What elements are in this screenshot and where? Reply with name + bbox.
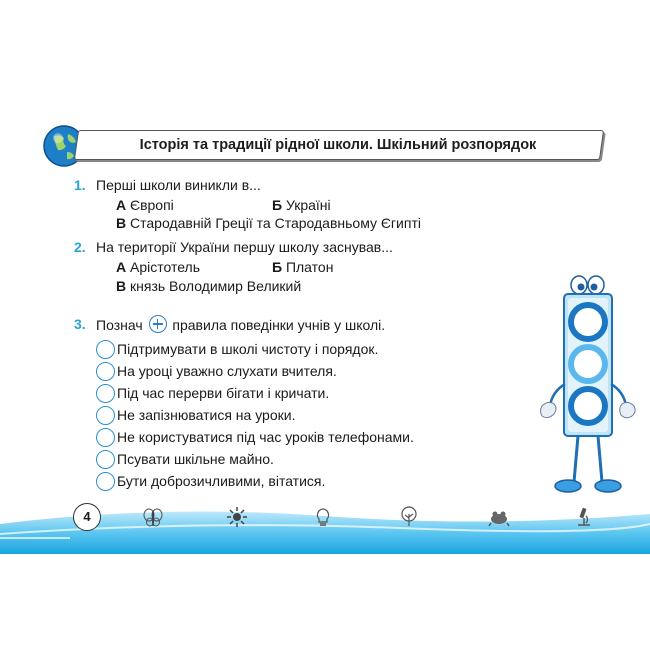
- option-a: А Арістотель: [116, 259, 201, 275]
- question-number: 2.: [74, 239, 86, 255]
- traffic-light-character: [538, 272, 638, 500]
- microscope-icon: [572, 506, 594, 528]
- answer-circle[interactable]: [96, 340, 115, 359]
- answer-circle[interactable]: [96, 362, 115, 381]
- sun-icon: [226, 506, 248, 528]
- option-a: А Європі: [116, 197, 174, 213]
- frog-icon: [488, 506, 510, 528]
- option-c: В Стародавній Греції та Стародавньому Єгипті: [116, 215, 421, 231]
- option-b: Б Платон: [272, 259, 334, 275]
- question-number: 1.: [74, 177, 86, 193]
- answer-circle[interactable]: [96, 384, 115, 403]
- plus-circle-icon: [149, 315, 167, 333]
- page-number: 4: [73, 503, 101, 531]
- answer-circle[interactable]: [96, 428, 115, 447]
- option-c: В князь Володимир Великий: [116, 278, 302, 294]
- question-number: 3.: [74, 316, 86, 332]
- question-text: Познач правила поведінки учнів у школі.: [96, 317, 386, 333]
- answer-circle[interactable]: [96, 450, 115, 469]
- butterfly-icon: [142, 506, 164, 528]
- lightbulb-icon: [312, 506, 334, 528]
- question-text: Перші школи виникли в...: [96, 177, 261, 193]
- question-text: На території України першу школу заснував...: [96, 239, 393, 255]
- page-title: Історія та традиції рідної школи. Шкільний розпорядок: [139, 137, 537, 153]
- answer-circle[interactable]: [96, 472, 115, 491]
- tree-icon: [398, 506, 420, 528]
- answer-circle[interactable]: [96, 406, 115, 425]
- option-b: Б Україні: [272, 197, 331, 213]
